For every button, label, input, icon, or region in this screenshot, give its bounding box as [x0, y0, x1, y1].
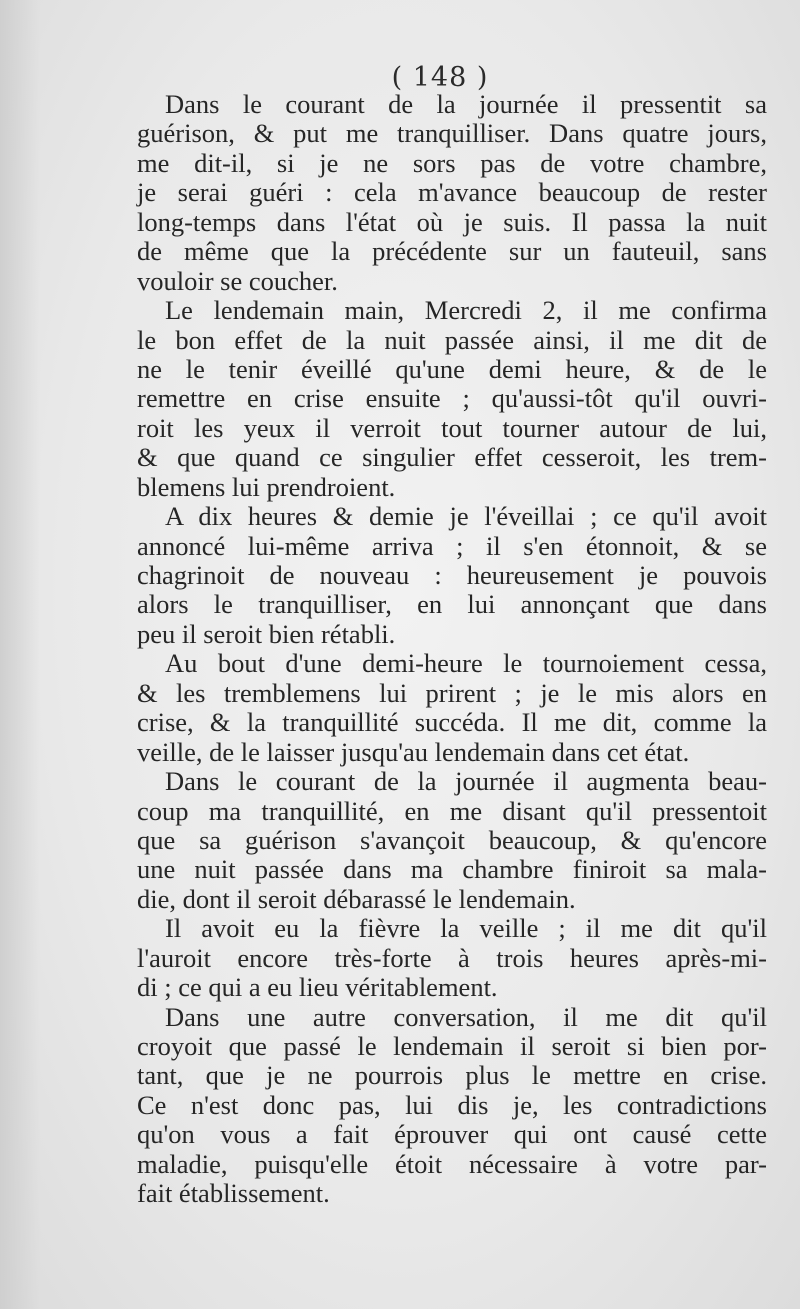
- text-line: croyoit que passé le lendemain il seroit si bien por-: [137, 1031, 767, 1061]
- text-line: une nuit passée dans ma chambre finiroit sa mala-: [137, 854, 767, 885]
- text-line: A dix heures & demie je l'éveillai ; ce qu'il avoit: [165, 501, 767, 532]
- text-line: fait établissement.: [137, 1178, 330, 1209]
- text-line: long-temps dans l'état où je suis. Il passa la nuit: [137, 206, 767, 237]
- text-line: vouloir se coucher.: [137, 265, 338, 296]
- text-line: & que quand ce singulier effet cesseroit, les trem-: [137, 442, 767, 473]
- text-line: Le lendemain main, Mercredi 2, il me confirma: [165, 295, 767, 326]
- text-line: Il avoit eu la fièvre la veille ; il me dit qu'il: [165, 913, 767, 944]
- text-line: que sa guérison s'avançoit beaucoup, & qu'encore: [137, 824, 767, 855]
- text-line: tant, que je ne pourrois plus le mettre en crise.: [137, 1060, 767, 1091]
- text-line: ne le tenir éveillé qu'une demi heure, & de le: [137, 353, 767, 384]
- page-number: ( 148 ): [391, 62, 489, 93]
- paragraph: [137, 914, 767, 1002]
- paragraph: [137, 502, 767, 649]
- paragraph: [137, 649, 767, 767]
- text-line: Au bout d'une demi-heure le tournoiement cessa,: [165, 648, 767, 679]
- text-line: & les tremblemens lui prirent ; je le mis alors en: [137, 677, 767, 708]
- text-line: Ce n'est donc pas, lui dis je, les contradictions: [137, 1089, 767, 1120]
- paragraph: [137, 296, 767, 502]
- text-line: coup ma tranquillité, en me disant qu'il pressentoit: [137, 795, 767, 826]
- text-line: annoncé lui-même arriva ; il s'en étonnoit, & se: [137, 530, 767, 561]
- text-line: peu il seroit bien rétabli.: [137, 618, 396, 649]
- text-line: die, dont il seroit débarassé le lendemain.: [137, 883, 576, 914]
- text-line: roit les yeux il verroit tout tourner autour de lui,: [137, 412, 767, 443]
- text-line: me dit-il, si je ne sors pas de votre chambre,: [137, 147, 767, 178]
- text-line: l'auroit encore très-forte à trois heures après-mi-: [137, 942, 767, 973]
- text-line: de même que la précédente sur un fauteuil, sans: [137, 236, 767, 267]
- text-line: le bon effet de la nuit passée ainsi, il me dit de: [137, 324, 767, 355]
- text-line: di ; ce qui a eu lieu véritablement.: [137, 972, 498, 1003]
- paragraph: [137, 90, 767, 296]
- text-line: blemens lui prendroient.: [137, 471, 396, 502]
- text-line: je serai guéri : cela m'avance beaucoup de rester: [137, 177, 767, 208]
- text-line: guérison, & put me tranquilliser. Dans quatre jours,: [137, 118, 767, 149]
- text-line: maladie, puisqu'elle étoit nécessaire à votre par-: [137, 1148, 767, 1179]
- text-line: Dans une autre conversation, il me dit qu'il: [165, 1001, 767, 1032]
- text-line: alors le tranquilliser, en lui annonçant que dans: [137, 589, 767, 620]
- text-line: Dans le courant de la journée il pressentit sa: [165, 89, 767, 119]
- paragraph: [137, 1003, 767, 1209]
- text-line: chagrinoit de nouveau : heureusement je pouvois: [137, 560, 767, 590]
- page-text: [137, 90, 767, 1209]
- text-line: Dans le courant de la journée il augmenta beau-: [165, 766, 767, 797]
- text-line: crise, & la tranquillité succéda. Il me dit, comme la: [137, 707, 767, 738]
- text-line: veille, de le laisser jusqu'au lendemain dans cet état.: [137, 736, 690, 767]
- paragraph: [137, 767, 767, 914]
- text-line: remettre en crise ensuite ; qu'aussi-tôt qu'il ouvri-: [137, 383, 767, 414]
- gutter-shadow: [0, 0, 40, 1309]
- text-line: qu'on vous a fait éprouver qui ont causé cette: [137, 1119, 767, 1150]
